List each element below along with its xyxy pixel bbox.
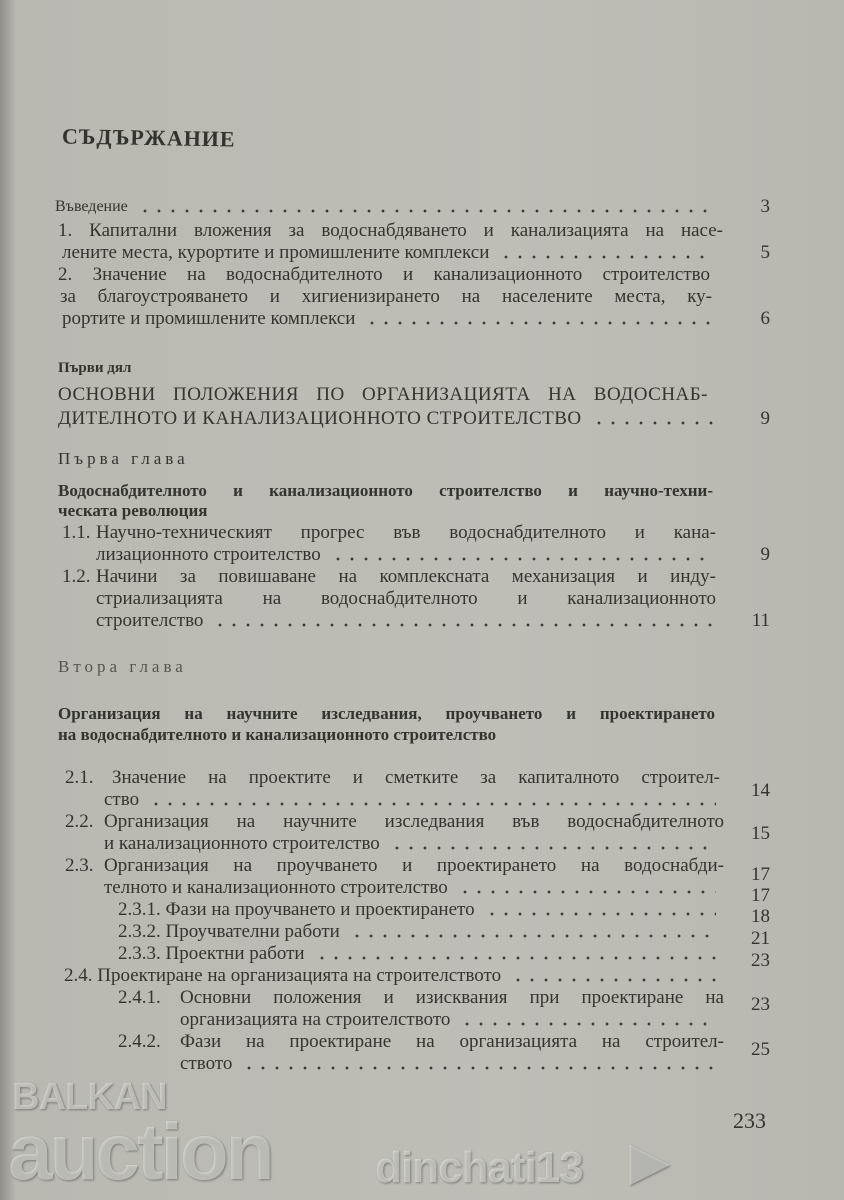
- leader-dots: [331, 557, 713, 561]
- page-ref: 5: [760, 242, 770, 263]
- toc-entry-line: [96, 610, 721, 632]
- toc-entry-line: [118, 899, 724, 921]
- toc-entry-line: [118, 921, 724, 943]
- toc-entry-line: [118, 943, 724, 965]
- toc-entry-line: [180, 1053, 724, 1075]
- toc-entry-line: [64, 965, 724, 987]
- section-number: 2.3.2.: [118, 921, 161, 942]
- chapter-label: Първа глава: [58, 449, 189, 468]
- leader-dots: [511, 978, 716, 982]
- leader-dots: [350, 934, 716, 938]
- page-ref: 18: [751, 906, 770, 927]
- toc-entry-line: [62, 308, 722, 330]
- section-number: 1.2.: [62, 566, 91, 587]
- part-title-line: ОСНОВНИ ПОЛОЖЕНИЯ ПО ОРГАНИЗАЦИЯТА НА ВОДОСНАБ-: [58, 384, 708, 405]
- chapter-title-line: Организация на научните изследвания, проучването и проектирането: [58, 704, 715, 723]
- chapter-label: Втора глава: [58, 657, 187, 676]
- page-ref: 23: [751, 950, 770, 971]
- watermark-balkan: BALKAN: [12, 1076, 167, 1118]
- watermark-auction: auction: [8, 1107, 272, 1196]
- entry-text: Проучвателни работи: [165, 921, 340, 942]
- section-number: 2.3.1.: [118, 899, 161, 920]
- entry-text: ДИТЕЛНОТО И КАНАЛИЗАЦИОННОТО СТРОИТЕЛСТВО: [58, 408, 582, 429]
- page-ref: 23: [751, 994, 770, 1015]
- page-number: 233: [733, 1108, 766, 1133]
- toc-entry-line: [62, 242, 722, 264]
- section-number: 2.3.3.: [118, 943, 161, 964]
- section-number: 2.2.: [65, 811, 94, 832]
- toc-entry-line: за благоустрояването и хигиенизирането на населените места, ку-: [60, 286, 712, 307]
- page-ref: 15: [751, 823, 770, 844]
- entry-text: строителство: [96, 610, 204, 631]
- page-ref: 21: [751, 928, 770, 949]
- entry-text: телното и канализационното строителство: [104, 877, 448, 898]
- chapter-title-line: ческата революция: [58, 501, 208, 520]
- toc-entry-line: [104, 877, 724, 899]
- page-ref: 17: [751, 885, 770, 906]
- section-number: 2.1.: [65, 767, 94, 788]
- page-ref: 6: [760, 308, 770, 329]
- toc-entry-line: 1. Капитални вложения за водоснабдяването и канализацията на насе-: [58, 220, 723, 241]
- entry-text: ство: [104, 789, 140, 810]
- page-ref: 25: [751, 1039, 770, 1060]
- section-number: 2.4.: [64, 965, 93, 986]
- entry-text: Проектиране на организацията на строителството: [97, 965, 502, 986]
- leader-dots: [458, 890, 716, 894]
- entry-text: Фази на проучването и проектирането: [165, 899, 475, 920]
- leader-dots: [499, 255, 714, 259]
- section-number: 2.4.2.: [118, 1031, 161, 1052]
- toc-entry-line: 2. Значение на водоснабдителното и канализационното строителство: [58, 264, 710, 285]
- section-number: 2.4.1.: [118, 987, 161, 1008]
- part-title-line: [58, 408, 723, 430]
- entry-text: организацията на строителството: [180, 1009, 451, 1030]
- leader-dots: [592, 421, 715, 425]
- entry-text: и канализационното строителство: [104, 833, 380, 854]
- chapter-title-line: Водоснабдителното и канализационното строителство и научно-техни-: [58, 481, 713, 500]
- page-ref: 14: [751, 780, 770, 801]
- toc-entry-line: Фази на проектиране на организацията на строител-: [180, 1031, 724, 1052]
- leader-dots: [138, 209, 715, 213]
- leader-dots: [315, 956, 716, 960]
- toc-entry-line: стриализацията на водоснабдителното и канализационното: [96, 588, 716, 609]
- entry-text: ството: [180, 1053, 233, 1074]
- toc-entry-line: Значение на проектите и сметките за капиталното строител-: [112, 767, 720, 788]
- toc-entry-line: [104, 789, 724, 811]
- watermark-play-icon: ▶: [630, 1133, 669, 1189]
- watermark-username: dinchati13: [375, 1143, 583, 1192]
- contents-title: СЪДЪРЖАНИЕ: [61, 123, 236, 152]
- part-label: Първи дял: [58, 360, 132, 376]
- toc-entry-line: [104, 833, 724, 855]
- entry-text: лените места, курортите и промишлените комплекси: [62, 242, 490, 263]
- toc-entry-line: [96, 544, 721, 566]
- leader-dots: [460, 1022, 716, 1026]
- leader-dots: [242, 1066, 716, 1070]
- entry-text: рортите и промишлените комплекси: [62, 308, 356, 329]
- toc-intro: [55, 196, 723, 218]
- page-ref: 3: [760, 196, 770, 217]
- leader-dots: [149, 802, 716, 806]
- intro-label: Въведение: [55, 198, 128, 215]
- leader-dots: [213, 623, 713, 627]
- leader-dots: [390, 846, 716, 850]
- toc-entry-line: [180, 1009, 724, 1031]
- page-ref: 17: [751, 864, 770, 885]
- toc-entry-line: Организация на проучването и проектирането на водоснабди-: [104, 855, 724, 876]
- entry-text: лизационното строителство: [96, 544, 321, 565]
- toc-entry-line: Начини за повишаване на комплексната механизация и инду-: [96, 566, 716, 587]
- toc-entry-line: Основни положения и изисквания при проектиране на: [180, 987, 724, 1008]
- toc-entry-line: Научно-техническият прогрес във водоснабдителното и кана-: [96, 522, 716, 543]
- leader-dots: [485, 912, 716, 916]
- entry-text: Проектни работи: [165, 943, 305, 964]
- section-number: 2.3.: [65, 855, 94, 876]
- chapter-title-line: на водоснабдителното и канализационното строителство: [58, 725, 497, 744]
- toc-entry-line: Организация на научните изследвания във водоснабдителното: [104, 811, 724, 832]
- page-ref: 9: [760, 544, 770, 565]
- leader-dots: [365, 321, 714, 325]
- page-ref: 11: [751, 610, 770, 631]
- page-ref: 9: [760, 408, 770, 429]
- section-number: 1.1.: [62, 522, 91, 543]
